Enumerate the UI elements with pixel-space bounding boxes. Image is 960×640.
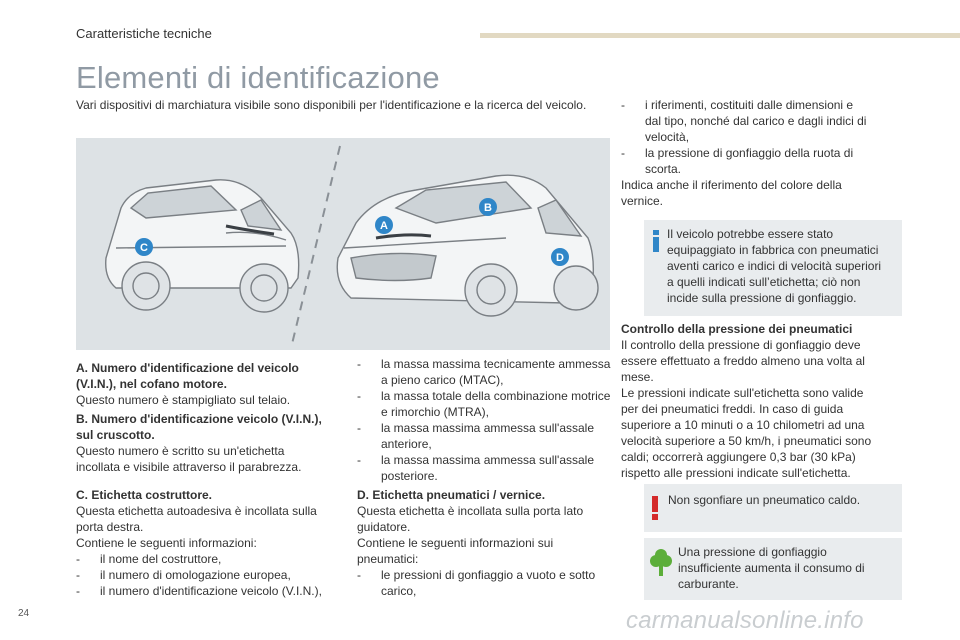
list-item: - la massa massima tecnicamente ammessa a pieno carico (MTAC), <box>357 357 611 387</box>
warning-box <box>644 484 902 532</box>
section-d-text-4: pneumatici: <box>357 552 419 566</box>
list-item: - la massa massima ammessa sull'assale anteriore, <box>357 421 595 451</box>
divider-line <box>292 146 340 344</box>
eco-text: Una pressione di gonfiaggio insufficiente aumenta il consumo di carburante. <box>678 545 865 591</box>
list-item: - il nome del costruttore, <box>76 552 222 566</box>
section-label: Caratteristiche tecniche <box>76 26 212 41</box>
pressure-line: velocità superiore a 50 km/h, i pneumatici sono <box>621 434 872 448</box>
eco-box <box>644 538 902 600</box>
header-bar <box>480 33 960 38</box>
page-number: 24 <box>18 608 30 619</box>
car-side-view <box>106 180 299 312</box>
list-item: - le pressioni di gonfiaggio a vuoto e sotto carico, <box>357 568 596 598</box>
info-text: Il veicolo potrebbe essere stato equipaggiato in fabbrica con pneumatici aventi carico e indici di velocità superiori a quelli indicati sull’etichetta; ciò non incide sulla pressione di gonfiaggio. <box>667 227 882 305</box>
section-b <box>76 411 336 475</box>
mass-list <box>357 356 621 484</box>
marker-d <box>551 248 569 266</box>
section-b-heading-1: B. Numero d'identificazione veicolo (V.I.N.), <box>76 412 322 426</box>
svg-text:D: D <box>556 252 564 264</box>
references-list <box>621 97 905 209</box>
section-a <box>76 360 336 408</box>
svg-text:A: A <box>380 220 388 232</box>
pressure-line: mese. <box>621 370 654 384</box>
color-ref-2: vernice. <box>621 194 664 208</box>
info-box <box>644 220 902 316</box>
intro-text: Vari dispositivi di marchiatura visibile sono disponibili per l'identificazione e la ricerca del veicolo. <box>76 98 587 112</box>
marker-a <box>375 216 393 234</box>
marker-c <box>135 238 153 256</box>
section-d-heading: D. Etichetta pneumatici / vernice. <box>357 488 546 502</box>
section-c-text-3: Contiene le seguenti informazioni: <box>76 536 257 550</box>
leaf-icon <box>650 548 672 581</box>
section-c-text-2: porta destra. <box>76 520 144 534</box>
section-a-text: Questo numero è stampigliato sul telaio. <box>76 393 291 407</box>
color-ref-1: Indica anche il riferimento del colore della <box>621 178 842 192</box>
warning-text: Non sgonfiare un pneumatico caldo. <box>668 493 861 507</box>
vehicle-drawing <box>76 138 610 350</box>
list-item: - la massa massima ammessa sull'assale posteriore. <box>357 453 595 483</box>
svg-text:C: C <box>140 242 148 254</box>
page-title: Elementi di identificazione <box>76 60 440 95</box>
pressure-section <box>621 321 905 481</box>
car-front-view <box>337 175 598 316</box>
marker-b <box>479 198 497 216</box>
svg-text:B: B <box>484 202 492 214</box>
info-icon <box>650 230 662 257</box>
section-d-text-1: Questa etichetta è incollata sulla porta lato <box>357 504 584 518</box>
section-a-heading-2: (V.I.N.), nel cofano motore. <box>76 377 227 391</box>
pressure-line: Il controllo della pressione di gonfiaggio deve <box>621 338 861 352</box>
pressure-heading: Controllo della pressione dei pneumatici <box>621 322 853 336</box>
watermark: carmanualsonline.info <box>626 607 864 634</box>
list-item: - i riferimenti, costituiti dalle dimensioni e dal tipo, nonché dal carico e dagli indici di velocità, <box>621 98 867 144</box>
section-c <box>76 487 336 599</box>
list-item: - il numero di omologazione europea, <box>76 568 291 582</box>
section-c-text-1: Questa etichetta autoadesiva è incollata sulla <box>76 504 317 518</box>
section-b-text-1: Questo numero è scritto su un'etichetta <box>76 444 285 458</box>
list-item: - la pressione di gonfiaggio della ruota di scorta. <box>621 146 854 176</box>
section-d-text-2: guidatore. <box>357 520 411 534</box>
list-item: - la massa totale della combinazione motrice e rimorchio (MTRA), <box>357 389 611 419</box>
pressure-line: essere effettuato a freddo almeno una volta al <box>621 354 865 368</box>
pressure-line: superiore a 10 minuti o a 10 chilometri ad una <box>621 418 865 432</box>
section-b-heading-2: sul cruscotto. <box>76 428 155 442</box>
section-c-heading: C. Etichetta costruttore. <box>76 488 213 502</box>
section-b-text-2: incollata e visibile attraverso il parabrezza. <box>76 460 302 474</box>
pressure-line: caldi; occorrerà aggiungere 0,3 bar (30 kPa) <box>621 450 856 464</box>
exclamation-icon <box>650 496 660 525</box>
pressure-line: per dei pneumatici freddi. In caso di guida <box>621 402 844 416</box>
pressure-line: Le pressioni indicate sull'etichetta sono valide <box>621 386 864 400</box>
vehicle-illustration <box>76 138 610 350</box>
section-d-text-3: Contiene le seguenti informazioni sui <box>357 536 554 550</box>
section-d <box>357 487 621 599</box>
list-item: - il numero d'identificazione veicolo (V.I.N.), <box>76 584 322 598</box>
section-a-heading-1: A. Numero d'identificazione del veicolo <box>76 361 299 375</box>
pressure-line: rispetto alle pressioni indicate sull'etichetta. <box>621 466 851 480</box>
